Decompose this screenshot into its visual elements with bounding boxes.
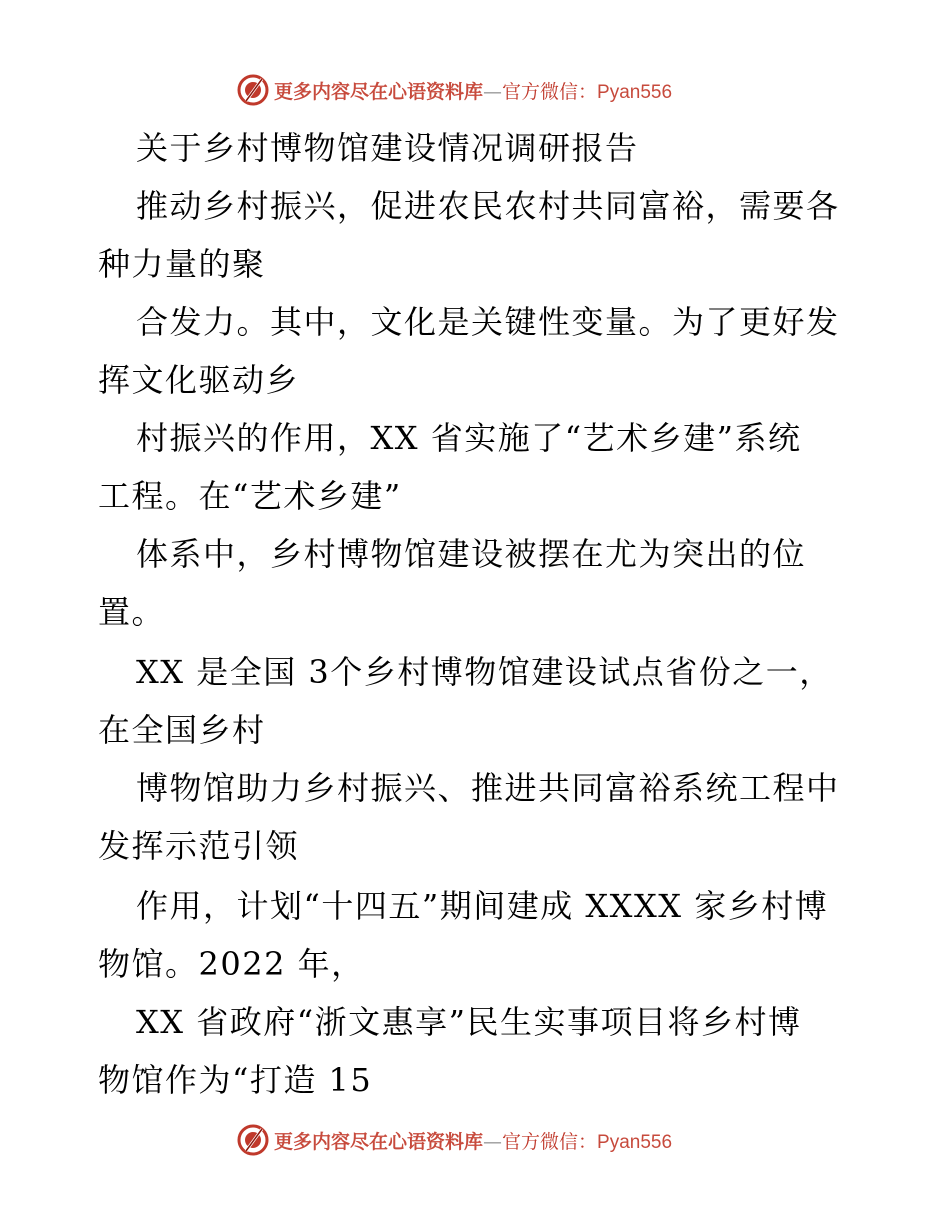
paragraph-line: 推动乡村振兴，促进农民农村共同富裕，需要各 bbox=[136, 187, 840, 225]
paragraph-line: XX 省政府“浙文惠享”民生实事项目将乡村博 bbox=[136, 1003, 802, 1041]
paragraph-line: 发挥示范引领 bbox=[98, 827, 300, 865]
document-title: 关于乡村博物馆建设情况调研报告 bbox=[136, 129, 639, 167]
pen-logo-icon bbox=[236, 73, 270, 107]
paragraph-line: 挥文化驱动乡 bbox=[98, 361, 300, 399]
paragraph-line: 村振兴的作用，XX 省实施了“艺术乡建”系统 bbox=[136, 419, 802, 457]
footer-account: Pyan556 bbox=[597, 1131, 673, 1153]
footer-separator: — bbox=[483, 1130, 503, 1153]
header-brand: 更多内容尽在心语资料库 bbox=[274, 80, 484, 103]
paragraph-line: 作用，计划“十四五”期间建成 XXXX 家乡村博 bbox=[136, 887, 829, 925]
header-separator: — bbox=[483, 80, 503, 103]
header-banner-text bbox=[274, 77, 672, 104]
paragraph-line: 物馆作为“打造 15 bbox=[98, 1061, 373, 1099]
paragraph-line: 在全国乡村 bbox=[98, 711, 266, 749]
footer-brand: 更多内容尽在心语资料库 bbox=[274, 1130, 484, 1153]
footer-official-label: 官方微信： bbox=[502, 1130, 598, 1153]
paragraph-line: XX 是全国 3个乡村博物馆建设试点省份之一， bbox=[136, 653, 833, 691]
pen-logo-icon bbox=[236, 1123, 270, 1157]
paragraph-line: 博物馆助力乡村振兴、推进共同富裕系统工程中 bbox=[136, 769, 840, 807]
header-official-label: 官方微信： bbox=[502, 80, 598, 103]
footer-banner bbox=[236, 1122, 672, 1158]
paragraph-line: 合发力。其中，文化是关键性变量。为了更好发 bbox=[136, 303, 840, 341]
paragraph-line: 体系中，乡村博物馆建设被摆在尤为突出的位 bbox=[136, 535, 807, 573]
paragraph-line: 置。 bbox=[98, 593, 166, 631]
header-account: Pyan556 bbox=[597, 81, 673, 103]
paragraph-line: 工程。在“艺术乡建” bbox=[98, 477, 402, 515]
footer-banner-text bbox=[274, 1127, 672, 1154]
paragraph-line: 物馆。2022 年， bbox=[98, 945, 365, 983]
paragraph-line: 种力量的聚 bbox=[98, 245, 266, 283]
header-banner bbox=[236, 72, 672, 108]
